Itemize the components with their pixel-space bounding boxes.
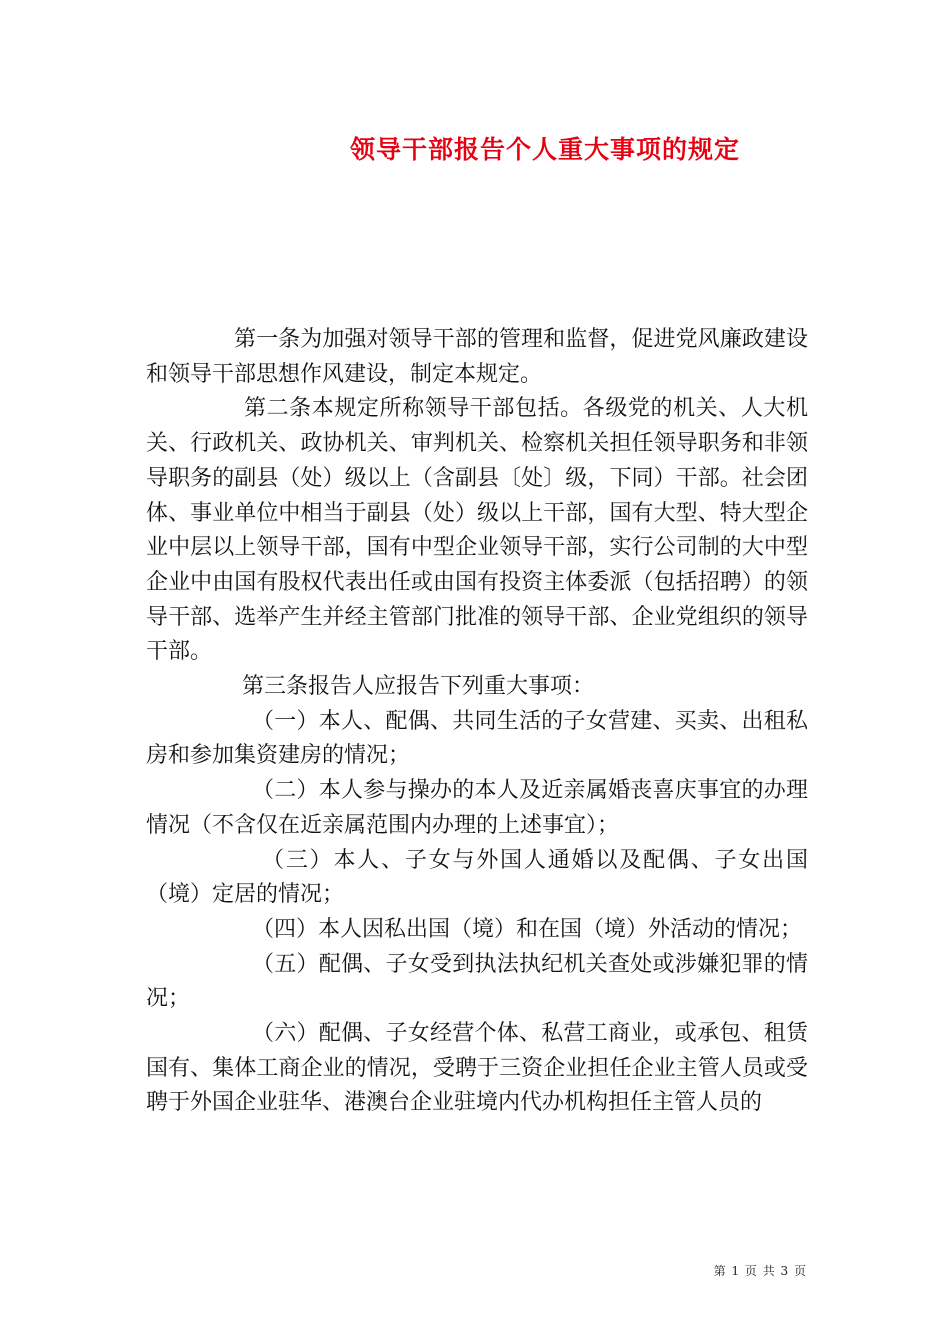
item-3: （三）本人、子女与外国人通婚以及配偶、子女出国（境）定居的情况； xyxy=(146,847,808,908)
page-number: 第 1 页 共 3 页 xyxy=(713,1264,807,1278)
item-4: （四）本人因私出国（境）和在国（境）外活动的情况； xyxy=(252,916,803,942)
article-2: 第二条本规定所称领导干部包括。各级党的机关、人大机关、行政机关、政协机关、审判机关、检察机关担任领导职务和非领导职务的副县（处）级以上（含副县〔处〕级，下同）干部。社会团体、事业单位中相当于副县（处）级以上干部，国有大型、特大型企业中层以上领导干部，国有中型企业领导干部，实行公司制的大中型企业中由国有股权代表出任或由国有投资主体委派（包括招聘）的领导干部、选举产生并经主管部门批准的领导干部、企业党组织的领导干部。 xyxy=(146,396,808,665)
item-5: （五）配偶、子女受到执法执纪机关查处或涉嫌犯罪的情况； xyxy=(146,951,808,1012)
article-1: 第一条为加强对领导干部的管理和监督，促进党风廉政建设和领导干部思想作风建设，制定本规定。 xyxy=(146,327,808,387)
article-3: 第三条报告人应报告下列重大事项： xyxy=(242,674,595,700)
item-6: （六）配偶、子女经营个体、私营工商业，或承包、租赁国有、集体工商企业的情况，受聘于三资企业担任企业主管人员或受聘于外国企业驻华、港澳台企业驻境内代办机构担任主管人员的 xyxy=(146,1021,808,1116)
document-title: 领导干部报告个人重大事项的规定 xyxy=(349,135,740,164)
item-2: （二）本人参与操办的本人及近亲属婚丧喜庆事宜的办理情况（不含仅在近亲属范围内办理的上述事宜）； xyxy=(146,778,808,838)
item-1: （一）本人、配偶、共同生活的子女营建、买卖、出租私房和参加集资建房的情况； xyxy=(146,708,808,769)
document-body xyxy=(146,323,808,1121)
